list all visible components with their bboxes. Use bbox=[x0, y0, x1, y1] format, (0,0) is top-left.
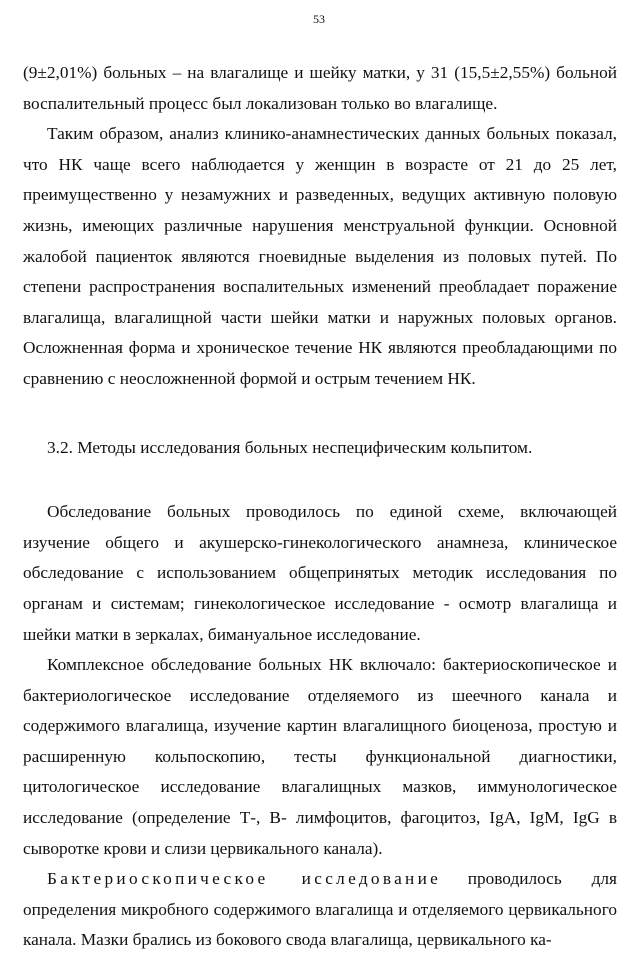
paragraph-summary: Таким образом, анализ клинико-анамнестических данных больных показал, что НК чаще всего наблюдается у женщин в возрасте от 21 до 25 лет, преимущественно у незамужних и разведенных, ведущих активную половую жизнь, имеющих различные нарушения менструальной функции. Основной жалобой пациенток являются гноевидные выделения из половых путей. По степени распространения воспалительных изменений преобладает поражение влагалища, влагалищной части шейки матки и наружных половых органов. Осложненная форма и хроническое течение НК являются преобладающими по сравнению с неосложненной формой и острым течением НК. bbox=[23, 124, 617, 388]
paragraph-exam-scheme: Обследование больных проводилось по единой схеме, включающей изучение общего и акушерско-гинекологического анамнеза, клиническое обследование с использованием общепринятых методик исследования по органам и системам; гинекологическое исследование - осмотр влагалища и шейки матки в зеркалах, бимануальное исследование. bbox=[23, 502, 617, 644]
paragraph-bacterioscopy bbox=[23, 864, 617, 956]
spaced-term: Бактериоскопическое исследовани bbox=[47, 869, 431, 889]
paragraph-bacterioscopy-text: е проводилось для определения микробного содержимого влагалища и отделяемого цервикального канала. Мазки брались из бокового свода влагалища, цервикального ка- bbox=[23, 869, 617, 950]
section-heading: 3.2. Методы исследования больных неспецифическим кольпитом. bbox=[47, 437, 533, 457]
page-body bbox=[23, 58, 617, 956]
paragraph-complex-exam: Комплексное обследование больных НК включало: бактериоскопическое и бактериологическое исследование отделяемого из шеечного канала и содержимого влагалища, изучение картин влагалищного биоценоза, простую и расширенную кольпоскопию, тесты функциональной диагностики, цитологическое исследование влагалищных мазков, иммунологическое исследование (определение Т-, В- лимфоцитов, фагоцитоз, IgA, IgM, IgG в сыворотке крови и слизи цервикального канала). bbox=[23, 655, 617, 858]
page-number: 53 bbox=[313, 12, 325, 26]
paragraph-continued: (9±2,01%) больных – на влагалище и шейку матки, у 31 (15,5±2,55%) больной воспалительный процесс был локализован только во влагалище. bbox=[23, 63, 617, 113]
